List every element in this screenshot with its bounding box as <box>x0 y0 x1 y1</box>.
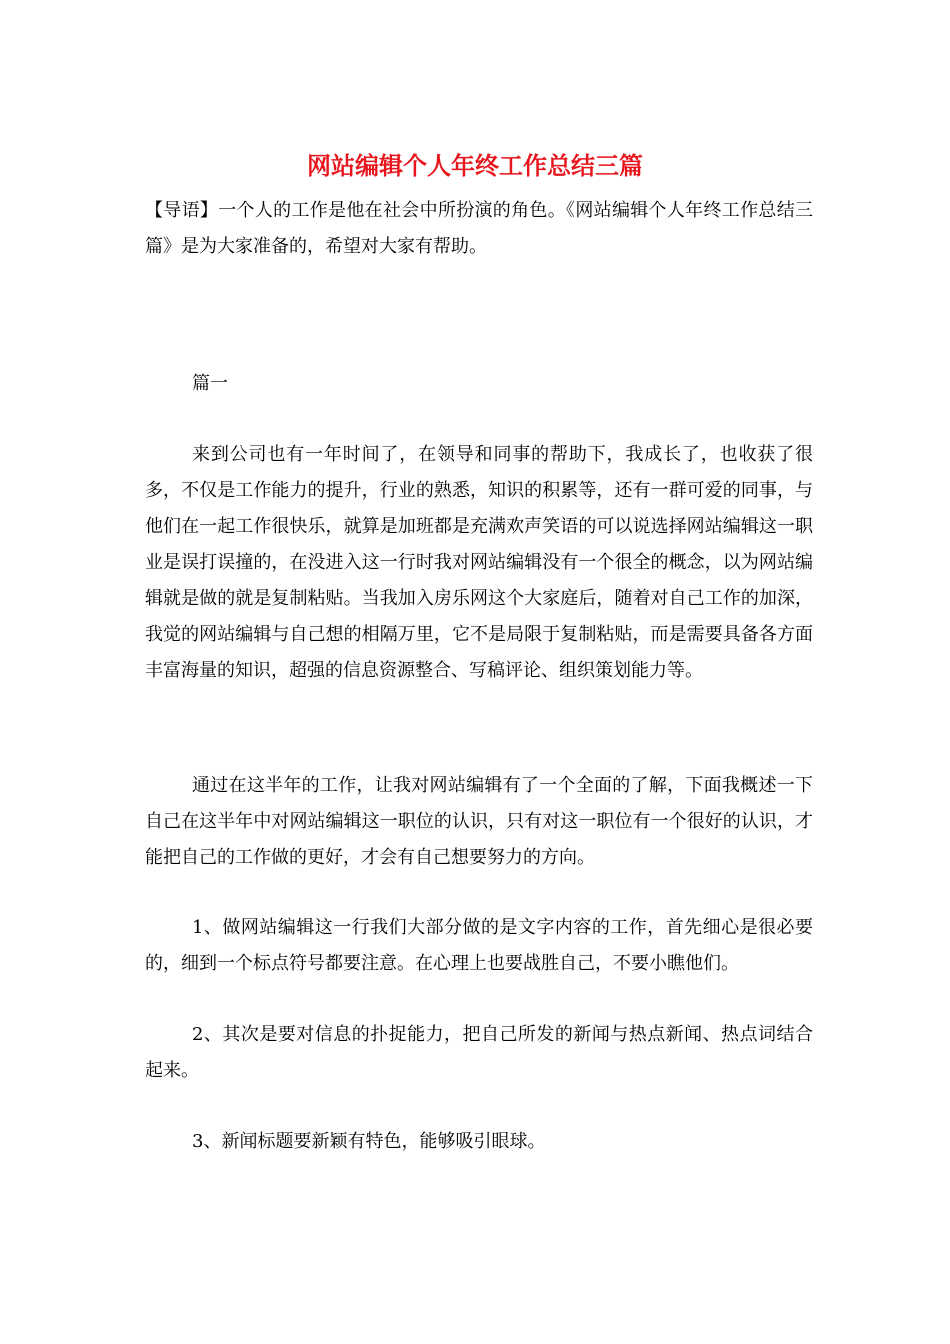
body-paragraph-1: 来到公司也有一年时间了，在领导和同事的帮助下，我成长了，也收获了很多，不仅是工作能力的提升，行业的熟悉，知识的积累等，还有一群可爱的同事，与他们在一起工作很快乐，就算是加班都是充满欢声笑语的可以说选择网站编辑这一职业是误打误撞的，在没进入这一行时我对网站编辑没有一个很全的概念，以为网站编辑就是做的就是复制粘贴。当我加入房乐网这个大家庭后，随着对自己工作的加深，我觉的网站编辑与自己想的相隔万里，它不是局限于复制粘贴，而是需要具备各方面丰富海量的知识，超强的信息资源整合、写稿评论、组织策划能力等。 <box>145 444 813 681</box>
section-heading: 篇一 <box>192 373 228 394</box>
document-title: 网站编辑个人年终工作总结三篇 <box>307 151 643 180</box>
body-paragraph-4: 2、其次是要对信息的扑捉能力，把自己所发的新闻与热点新闻、热点词结合起来。 <box>145 1024 813 1081</box>
body-paragraph-5: 3、新闻标题要新颖有特色，能够吸引眼球。 <box>192 1131 546 1152</box>
body-paragraph-3: 1、做网站编辑这一行我们大部分做的是文字内容的工作，首先细心是很必要的，细到一个标点符号都要注意。在心理上也要战胜自己，不要小瞧他们。 <box>145 917 813 974</box>
body-paragraph-2: 通过在这半年的工作，让我对网站编辑有了一个全面的了解，下面我概述一下自己在这半年中对网站编辑这一职位的认识，只有对这一职位有一个很好的认识，才能把自己的工作做的更好，才会有自己想要努力的方向。 <box>145 775 813 868</box>
lead-paragraph: 【导语】一个人的工作是他在社会中所扮演的角色。《网站编辑个人年终工作总结三篇》是为大家准备的，希望对大家有帮助。 <box>145 200 813 257</box>
